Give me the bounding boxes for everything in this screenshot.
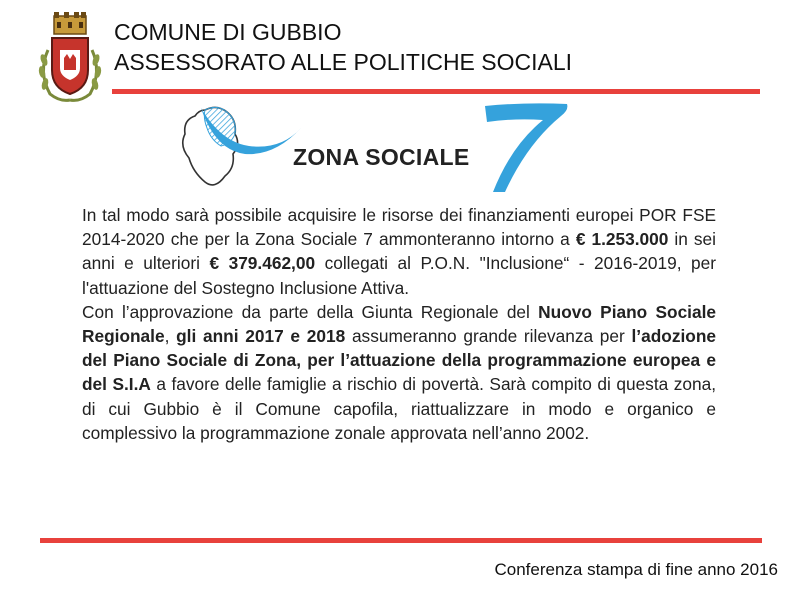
header-divider [112, 89, 760, 94]
gubbio-coat-of-arms-icon [34, 10, 106, 104]
page-subtitle: ASSESSORATO ALLE POLITICHE SOCIALI [114, 49, 573, 75]
page-title: COMUNE DI GUBBIO [114, 19, 342, 45]
zona-sociale-label: ZONA SOCIALE [293, 144, 470, 170]
paragraph-plan: Con l’approvazione da parte della Giunta Regionale del Nuovo Piano Sociale Regionale, gli anni 2017 e 2018 assumeranno grande rilevanza per l’adozione del Piano Sociale di Zona, per l’attuazione della programmazione europea e del S.I.A a favore delle famiglie a rischio di povertà. Sarà compito di questa zona, di cui Gubbio è il Comune capofila, riattualizzare in modo e organico e complessivo la programmazione zonale approvata nell’anno 2002. [82, 301, 717, 443]
footer-divider [40, 538, 762, 543]
paragraph-funding: In tal modo sarà possibile acquisire le risorse dei finanziamenti europei POR FSE 2014-2020 che per la Zona Sociale 7 ammonteranno intorno a € 1.253.000 in sei anni e ulteriori € 379.462,00 collegati al P.O.N. "Inclusione“ - 2016-2019, per l'attuazione del Sostegno Inclusione Attiva. [82, 205, 717, 298]
footer-caption: Conferenza stampa di fine anno 2016 [494, 560, 778, 579]
body-text [82, 203, 716, 445]
